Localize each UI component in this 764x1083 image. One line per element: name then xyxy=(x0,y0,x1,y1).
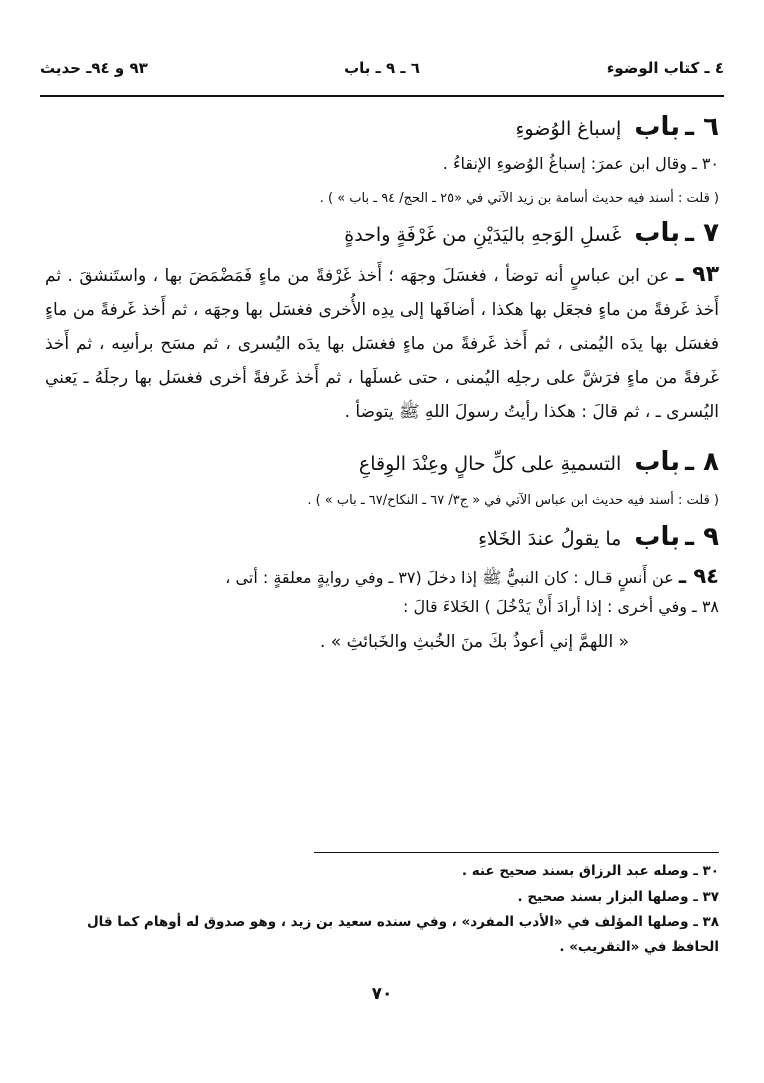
footnote-37: ٣٧ ـ وصلها البزار بسند صحيح . xyxy=(517,889,719,905)
hadith-93 xyxy=(45,258,719,429)
chapter-word: باب xyxy=(634,447,681,477)
chapter-title: التسميةِ على كلِّ حالٍ وعِنْدَ الوِقاعِ xyxy=(358,453,622,475)
hadith-text: عن ابن عباسٍ أنه توضأ ، فغسَلَ وجهَه ؛ أَخذ غَرْفةً من ماءٍ فَمَضْمَضَ بها ، واستَنشقَ . ثم أَخذ غَرفةً من ماءٍ فجعَل بها هكذا ، أضافَها إلى يدِه الأُخرى فغسَل بها وجهَه ، ثم أَخذ غَرفةً من ماءٍ فغسَل بها يدَه اليُمنى ، ثم أَخذ غَرفةً من ماءٍ فغسَل بها يدَه اليُسرى ، ثم مسَح برأسِه ، ثم أَخذ غَرفةً من ماءٍ فرَشَّ على رجلِه اليُمنى ، حتى غسلَها ، ثم أَخذ غَرفةً أخرى فغسَل بها رجلَهُ ـ يَعني اليُسرى ـ ، ثم قالَ : هكذا رأيتُ رسولَ اللهِ ﷺ يتوضأ . xyxy=(45,266,719,422)
editor-note: ( قلت : أسند فيه حديث أسامة بن زيد الآتي في «٢٥ ـ الحج/ ٩٤ ـ باب » ) . xyxy=(319,191,719,206)
chapter-word: باب xyxy=(634,112,681,142)
hadith-number: ٩٣ ـ xyxy=(675,262,720,287)
chapter-number: ٦ ـ xyxy=(685,112,719,142)
header-rule xyxy=(40,95,724,97)
footnote-38: ٣٨ ـ وصلها المؤلف في «الأدب المفرد» ، وفي سنده سعيد بن زيد ، وهو صدوق له أوهام كما قال الحافظ في «التقريب» . xyxy=(86,914,719,955)
footnote-rule xyxy=(314,852,719,853)
chapter-title: إسباغ الوُضوءِ xyxy=(515,118,622,140)
chapter-number: ٩ ـ xyxy=(685,522,719,552)
chapter-heading-8 xyxy=(45,447,719,477)
chapter-heading-7 xyxy=(45,218,719,248)
hadith-number: ٩٤ ـ xyxy=(678,564,719,588)
hadith-94-line-2: ٣٨ ـ وفي أخرى : إذا أرادَ أَنْ يَدْخُلَ ) الخَلاءَ قالَ : xyxy=(402,597,719,616)
page-body xyxy=(45,110,719,652)
chapter-word: باب xyxy=(634,218,681,248)
page-number: ٧٠ xyxy=(371,984,393,1004)
dua-text: « اللهمَّ إني أعوذُ بكَ منَ الخُبثِ والخَبائثِ » . xyxy=(320,632,629,652)
chapter-number: ٧ ـ xyxy=(685,218,719,248)
hadith-text: عن أَنسٍ قـال : كان النبيُّ ﷺ إذا دخلَ (٣٧ ـ وفي روايةٍ معلقةٍ : أتى ، xyxy=(225,568,674,587)
chapter-heading-6 xyxy=(45,112,719,142)
chapter-title: غَسلِ الوَجهِ باليَدَيْنِ من غَرْفَةٍ واحدةٍ xyxy=(344,224,622,246)
athar-30: ٣٠ ـ وقال ابن عمرَ: إسباغُ الوُضوءِ الإنقاءُ . xyxy=(442,154,719,173)
editor-note: ( قلت : أسند فيه حديث ابن عباس الآتي في « ج٣/ ٦٧ ـ النكاح/٦٧ ـ باب » ) . xyxy=(307,493,719,508)
chapter-heading-9 xyxy=(45,522,719,552)
header-chapter-range: ٦ ـ ٩ ـ باب xyxy=(344,59,420,77)
running-header xyxy=(40,55,724,85)
chapter-word: باب xyxy=(634,522,681,552)
hadith-94-line-1 xyxy=(45,564,719,591)
chapter-title: ما يقولُ عندَ الخَلاءِ xyxy=(478,528,622,550)
footnotes xyxy=(45,858,719,960)
header-hadith-range: ٩٣ و ٩٤ـ حديث xyxy=(40,59,148,77)
footnote-30: ٣٠ ـ وصله عبد الرزاق بسند صحيح عنه . xyxy=(461,863,719,879)
header-book-title: ٤ ـ كتاب الوضوء xyxy=(606,59,724,77)
chapter-number: ٨ ـ xyxy=(685,447,719,477)
